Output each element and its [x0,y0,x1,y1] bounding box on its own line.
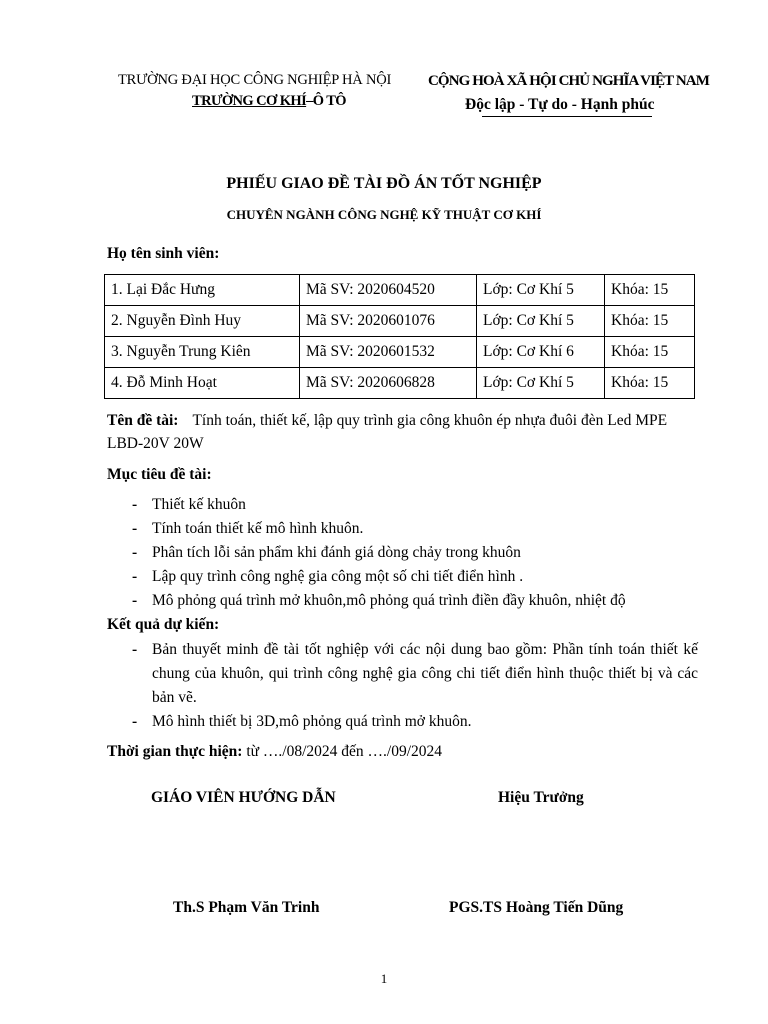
list-item: - Bản thuyết minh đề tài tốt nghiệp với các nội dung bao gồm: Phần tính toán thiết kế chung của khuôn, qui trình công nghệ gia công chi tiết điển hình thuộc thiết bị và các bản vẽ. [128,638,698,710]
faculty-name [192,93,346,110]
faculty-name-part2: –Ô TÔ [306,93,346,109]
time-line [107,743,442,761]
faculty-name-part1: TRƯỜNG CƠ KHÍ [192,93,307,109]
student-id: Mã SV: 2020601532 [300,337,477,368]
topic-text: Tính toán, thiết kế, lập quy trình gia công khuôn ép nhựa đuôi đèn Led MPE LBD-20V 20W [107,412,668,452]
student-cohort: Khóa: 15 [605,337,695,368]
student-class: Lớp: Cơ Khí 5 [477,306,605,337]
supervisor-title: GIÁO VIÊN HƯỚNG DẪN [151,789,336,806]
student-class: Lớp: Cơ Khí 5 [477,275,605,306]
results-heading: Kết quả dự kiến: [107,616,220,633]
time-label: Thời gian thực hiện: [107,743,243,760]
students-label: Họ tên sinh viên: [107,245,220,262]
republic-heading: CỘNG HOÀ XÃ HỘI CHỦ NGHĨA VIỆT NAM [428,73,709,89]
student-cohort: Khóa: 15 [605,306,695,337]
principal-name: PGS.TS Hoàng Tiến Dũng [449,899,624,916]
university-name: TRƯỜNG ĐẠI HỌC CÔNG NGHIỆP HÀ NỘI [118,72,392,88]
goals-list [128,493,708,613]
motto-underline [482,116,652,117]
student-id: Mã SV: 2020604520 [300,275,477,306]
list-item: - Thiết kế khuôn [128,493,708,517]
supervisor-name: Th.S Phạm Văn Trinh [173,899,320,916]
page-number: 1 [380,971,388,986]
student-class: Lớp: Cơ Khí 6 [477,337,605,368]
list-item: - Phân tích lỗi sản phẩm khi đánh giá dòng chảy trong khuôn [128,541,708,565]
list-item: - Mô phỏng quá trình mở khuôn,mô phỏng quá trình điền đầy khuôn, nhiệt độ [128,589,708,613]
time-value: từ …./08/2024 đến …./09/2024 [246,743,443,760]
student-name: 1. Lại Đắc Hưng [105,275,300,306]
student-id: Mã SV: 2020601076 [300,306,477,337]
student-cohort: Khóa: 15 [605,275,695,306]
document-title: PHIẾU GIAO ĐỀ TÀI ĐỒ ÁN TỐT NGHIỆP [226,175,542,192]
document-subtitle: CHUYÊN NGÀNH CÔNG NGHỆ KỸ THUẬT CƠ KHÍ [226,207,542,222]
principal-title: Hiệu Trưởng [498,789,584,806]
student-name: 4. Đỗ Minh Hoạt [105,368,300,399]
list-item: - Lập quy trình công nghệ gia công một số chi tiết điển hình . [128,565,708,589]
student-cohort: Khóa: 15 [605,368,695,399]
topic-label: Tên đề tài: [107,412,179,429]
table-row [105,337,695,368]
student-name: 3. Nguyễn Trung Kiên [105,337,300,368]
results-list [128,638,698,734]
national-motto: Độc lập - Tự do - Hạnh phúc [465,96,655,113]
list-item: - Tính toán thiết kế mô hình khuôn. [128,517,708,541]
table-row [105,306,695,337]
student-id: Mã SV: 2020606828 [300,368,477,399]
list-item: - Mô hình thiết bị 3D,mô phỏng quá trình mở khuôn. [128,710,698,734]
topic-paragraph [107,409,697,455]
student-class: Lớp: Cơ Khí 5 [477,368,605,399]
students-table [104,274,695,399]
goals-heading: Mục tiêu đề tài: [107,466,212,483]
student-name: 2. Nguyễn Đình Huy [105,306,300,337]
table-row [105,368,695,399]
table-row [105,275,695,306]
